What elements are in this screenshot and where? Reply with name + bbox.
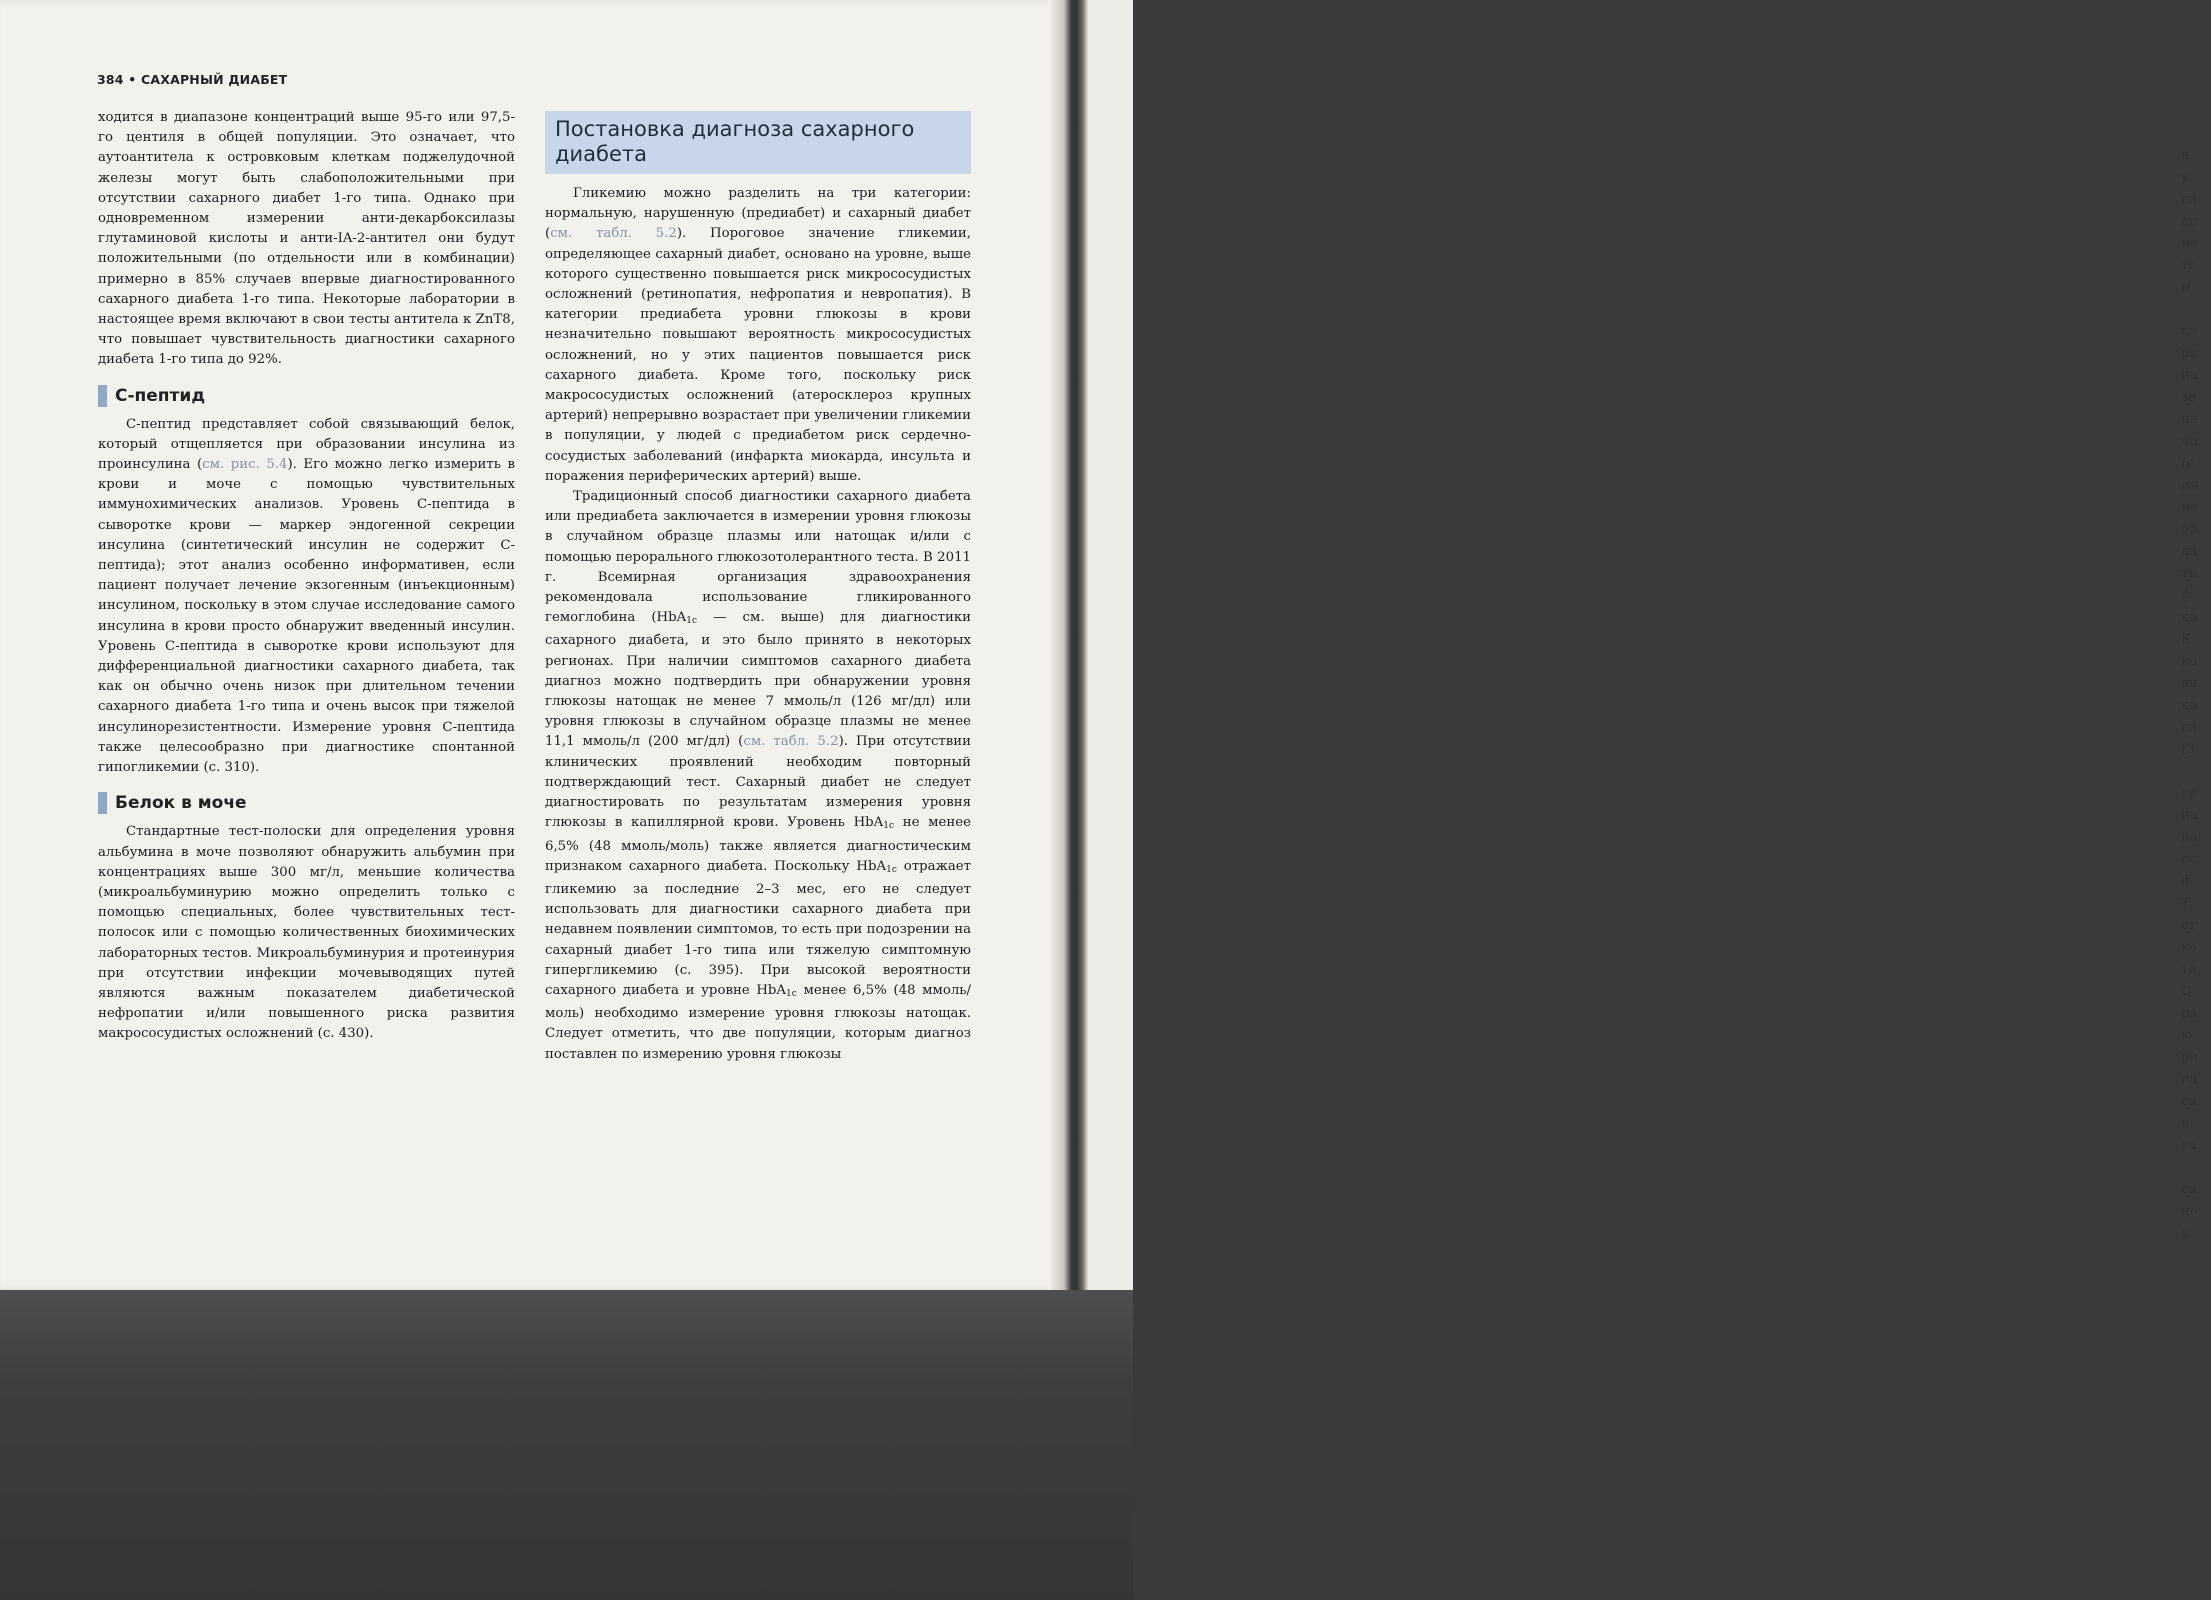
edge-fragment: са bbox=[2181, 1138, 2197, 1153]
edge-fragment: (3 bbox=[2181, 742, 2195, 757]
edge-fragment: ст bbox=[2181, 918, 2196, 933]
intro-paragraph: ходится в диапазоне концентраций выше 95-го или 97,5-го центиля в общей популяции. Это означает, что аутоантитела к островковым клеткам поджелудочной железы могут быть слабоположительными при отсутствии сахарного диабет 1-го типа. Однако при одновременном измерении анти-декарбоксилазы глутаминовой кислоты и анти-IA-2-антител они будут положительными (по отдельности или в комбинации) примерно в 85% случаев впервые диагностированного сахарного диабета 1-го типа. Некоторые лаборатории в настоящее время включают в свои тесты антитела к ZnT8, что повышает чувствительность диагностики сахарного диабета 1-го типа до 92%. bbox=[98, 110, 515, 368]
edge-fragment: О bbox=[2181, 984, 2192, 999]
edge-fragment: ла bbox=[2181, 1072, 2198, 1087]
edge-fragment: рс bbox=[2181, 346, 2197, 361]
para2-text-4: не менее 6,5% (48 ммоль/моль) также является диагностическим признаком сахарного диабета. Поскольку HbA bbox=[545, 815, 971, 874]
edge-fragment: ш bbox=[2181, 1116, 2194, 1131]
diagnosis-paragraph-2 bbox=[545, 487, 971, 1065]
edge-fragment: на bbox=[2181, 830, 2198, 845]
c-peptide-paragraph bbox=[98, 415, 515, 779]
edge-fragment: ос bbox=[2181, 852, 2197, 867]
edge-fragment: К bbox=[2181, 632, 2192, 647]
edge-fragment: гн bbox=[2181, 192, 2197, 207]
section-title: Постановка диагноза сахарного диабета bbox=[555, 117, 915, 166]
para2-text-5: отражает гликемию за последние 2–3 мес, его не следует использовать для диагностики сахарного диабета при недавнем появлении симптомов, то есть при подозрении на сахарный диабет 1-го типа или тяжелую симптомную гипергликемию (с. 395). При высокой вероятности сахарного диабета и уровне HbA bbox=[545, 858, 971, 998]
book-gutter bbox=[1048, 0, 1088, 1290]
c-peptide-heading-text: С-пептид bbox=[115, 385, 206, 406]
next-page-fragments bbox=[2181, 145, 2211, 1245]
edge-fragment: об bbox=[2181, 522, 2198, 537]
edge-fragment: ка bbox=[2181, 698, 2198, 713]
left-column bbox=[98, 108, 515, 1045]
edge-fragment: ко bbox=[2181, 654, 2198, 669]
hba1c-subscript: 1c bbox=[883, 821, 895, 832]
edge-fragment: гл bbox=[2181, 324, 2197, 339]
section-title-box bbox=[545, 111, 971, 174]
edge-fragment: ра bbox=[2181, 1006, 2198, 1021]
edge-fragment: ф bbox=[2181, 588, 2192, 603]
edge-fragment: ке bbox=[2181, 940, 2198, 955]
edge-fragment: (с bbox=[2181, 456, 2194, 471]
para2-text-2: — см. выше) для диагностики сахарного диабета, и это было принято в некоторых регионах. При наличии симптомов сахарного диабета диагноз можно подтвердить при обнаружении уровня глюкозы натощак не менее 7 ммоль/л (126 мг/дл) или уровня глюкозы в случайном образце плазмы не менее 11,1 ммоль/л (200 мг/дл) ( bbox=[545, 610, 972, 750]
para2-text-1: Традиционный способ диагностики сахарного диабета или предиабета заключается в измерении уровня глюкозы в случайном образце плазмы или натощак и/или с помощью перорального глюкозотолерантного теста. В 2011 г. Всемирная организация здравоохранения рекомендовала использование гликированного гемоглобина (HbA bbox=[545, 489, 971, 626]
edge-fragment: чо bbox=[2181, 1204, 2198, 1219]
edge-fragment: са bbox=[2181, 1094, 2197, 1109]
edge-fragment: су bbox=[2181, 786, 2197, 801]
edge-fragment: гн bbox=[2181, 720, 2197, 735]
c-peptide-heading bbox=[98, 385, 515, 407]
para1-text-2: ). Пороговое значение гликемии, определяющее сахарный диабет, основано на уровне, выше которого существенно повышается риск микрососудистых осложнений (ретинопатия, нефропатия и невропатия). В категории предиабета уровни глюкозы в крови незначительно повышают вероятность микрососудистых осложнений, но у этих пациентов повышается риск сахарного диабета. Кроме того, поскольку риск макрососудистых осложнений (атеросклероз крупных артерий) непрерывно возрастает при увеличении гликемии в популяции, у людей с предиабетом риск сердечно-сосудистых заболеваний (инфаркта миокарда, инсульта и поражения периферических артерий) выше. bbox=[545, 226, 971, 484]
c-peptide-text-1: С-пептид представляет собой связывающий белок, который отщепляется при образовании инсулина из проинсулина ( bbox=[98, 416, 515, 473]
running-head: 384 • САХАРНЫЙ ДИАБЕТ bbox=[97, 72, 288, 87]
para2-text-6: менее 6,5% (48 ммоль/моль) необходимо измерение уровня глюкозы натощак. Следует отметить, что две популяции, которым диагноз поставлен по измерению уровня глюкозы bbox=[545, 982, 972, 1062]
table-reference-link[interactable]: см. табл. 5.2 bbox=[550, 226, 677, 242]
edge-fragment: те bbox=[2181, 962, 2197, 977]
edge-fragment: с bbox=[2181, 1226, 2189, 1241]
edge-fragment: из bbox=[2181, 412, 2198, 427]
edge-fragment: на bbox=[2181, 808, 2198, 823]
edge-fragment: зе bbox=[2181, 390, 2197, 405]
edge-fragment: не bbox=[2181, 236, 2198, 251]
urine-protein-heading-text: Белок в моче bbox=[115, 793, 247, 814]
book-page bbox=[0, 0, 1080, 1290]
edge-fragment: да bbox=[2181, 544, 2198, 559]
edge-fragment: др bbox=[2181, 214, 2198, 229]
hba1c-subscript: 1c bbox=[786, 988, 797, 999]
edge-fragment: м bbox=[2181, 280, 2192, 295]
edge-fragment: ти bbox=[2181, 566, 2198, 581]
next-page-edge bbox=[1088, 0, 2199, 1290]
edge-fragment: ри bbox=[2181, 1050, 2199, 1065]
edge-fragment: в bbox=[2181, 148, 2189, 163]
right-column bbox=[545, 111, 971, 1065]
edge-fragment: не bbox=[2181, 500, 2198, 515]
heading-bar-icon bbox=[98, 385, 107, 407]
edge-fragment: ди bbox=[2181, 676, 2199, 691]
urine-protein-heading bbox=[98, 792, 515, 814]
edge-fragment: ка bbox=[2181, 610, 2198, 625]
edge-fragment: ин bbox=[2181, 478, 2199, 493]
table-reference-link[interactable]: см. табл. 5.2 bbox=[743, 734, 839, 750]
edge-fragment: на bbox=[2181, 368, 2198, 383]
para1-text-1: Гликемию можно разделить на три категории: нормальную, нарушенную (предиабет) и сахарный диабет ( bbox=[545, 186, 971, 242]
figure-reference-link[interactable]: см. рис. 5.4 bbox=[202, 457, 288, 473]
edge-fragment: ча bbox=[2181, 434, 2198, 449]
dark-background bbox=[0, 1290, 1133, 1600]
hba1c-subscript: 1c bbox=[686, 616, 698, 627]
edge-fragment: ю bbox=[2181, 1028, 2193, 1043]
heading-bar-icon bbox=[98, 792, 107, 814]
urine-protein-paragraph: Стандартные тест-полоски для определения уровня альбумина в моче позволяют обнаружить альбумин при концентрациях выше 300 мг/л, меньшие количества (микроальбуминурию можно определить только с помощью специальных, более чувствительных тест-полосок или с помощью количественных биохимических лабораторных тестов. Микроальбуминурия и протеинурия при отсутствии инфекции мочевыводящих путей являются важным показателем диабетической нефропатии и/или повышенного риска развития макрососудистых осложнений (с. 430). bbox=[98, 824, 515, 1042]
edge-fragment: са bbox=[2181, 1182, 2197, 1197]
edge-fragment: Т bbox=[2181, 896, 2190, 911]
edge-fragment: тг bbox=[2181, 258, 2196, 273]
para2-text-3: ). При отсутствии клинических проявлений необходим повторный подтверждающий тест. Сахарный диабет не следует диагностировать по результатам измерения уровня глюкозы в капиллярной крови. Уровень HbA bbox=[545, 734, 971, 831]
hba1c-subscript: 1c bbox=[886, 864, 897, 875]
edge-fragment: ф bbox=[2181, 874, 2192, 889]
c-peptide-text-2: ). Его можно легко измерить в крови и моче с помощью чувствительных иммунохимических анализов. Уровень С-пептида в сыворотке крови — маркер эндогенной секреции инсулина (синтетический инсулин не содержит С-пептида); этот анализ особенно информативен, если пациент получает лечение экзогенным (инъекционным) инсулином, поскольку в этом случае исследование самого инсулина в крови просто обнаружит введенный инсулин. Уровень С-пептида в сыворотке крови используют для дифференциальной диагностики сахарного диабета, так как он обычно очень низок при длительном течении сахарного диабета 1-го типа и очень высок при тяжелой инсулинорезистентности. Измерение уровня С-пептида также целесообразно при диагностике спонтанной гипогликемии (с. 310). bbox=[98, 457, 515, 776]
diagnosis-paragraph-1 bbox=[545, 184, 971, 487]
edge-fragment: у bbox=[2181, 170, 2189, 185]
